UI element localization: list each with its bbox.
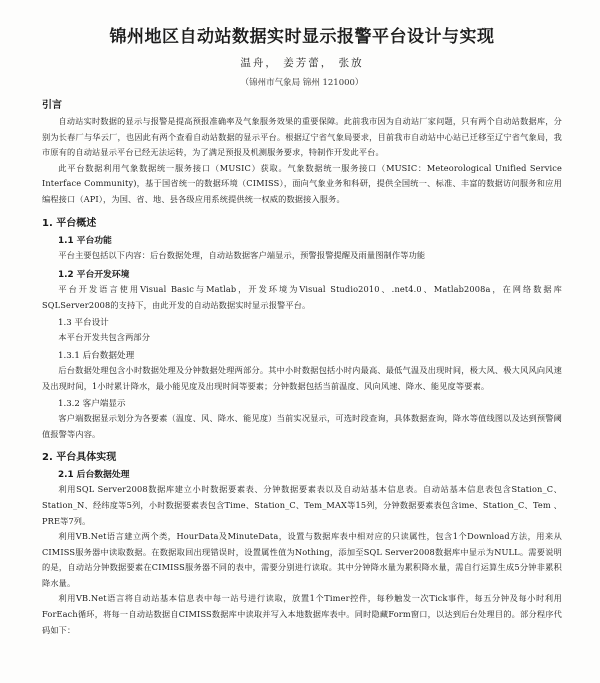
paragraph: 平台开发语言使用Visual Basic与Matlab，开发环境为Visual Studio2010、.net4.0、Matlab2008a，在网络数据库SQLServer2008的支持下，由此开发的自动站数据实时显示报警平台。 [42,284,562,310]
paragraph: 此平台数据利用气象数据统一服务接口（MUSIC）获取。气象数据统一服务接口（MUSIC：Meteorological Unified Service Interface Community)，基于国省统一的数据环境（CIMISS），面向气象业务和科研，提供全国统一、标准、丰富的数据访问服务和应用编程接口（API），为国、省、地、县各级应用系统提供统一权威的数据接入服务。 [42,162,562,204]
subsubsection-heading: 1.3.1 后台数据处理 [58,350,135,361]
paragraph: 本平台开发共包含两部分 [58,332,151,343]
paper-title: 锦州地区自动站数据实时显示报警平台设计与实现 [109,27,495,47]
paragraph: 客户端数据显示划分为各要素（温度、风、降水、能见度）当前实况显示，可选时段查询，具体数据查询，降水等值线图以及达到预警阈值报警等内容。 [42,413,562,439]
subsubsection-heading: 1.3 平台设计 [58,318,109,329]
subsubsection-heading: 1.3.2 客户端显示 [58,399,126,410]
paragraph: 利用SQL Server2008数据库建立小时数据要素表、分钟数据要素表以及自动站基本信息表。自动站基本信息表包含Station_C、Station_N、经纬度等5列，小时数据要素表包含Time、Station_C、Tem_MAX等15列，分钟数据要素表包含ime、Station_C、Tem 、PRE等7列。 [42,484,562,526]
paper-body [42,96,562,638]
section-heading: 引言 [42,100,62,111]
paragraph: 平台主要包括以下内容：后台数据处理，自动站数据客户端显示，预警报警提醒及雨量图制作等功能 [58,249,426,260]
subsection-heading: 1.2 平台开发环境 [58,270,130,281]
paper-affiliation: （锦州市气象局 锦州 121000） [240,78,364,88]
paper-authors: 温舟， 姜芳蕾， 张放 [240,57,364,69]
section-heading: 2. 平台具体实现 [42,452,117,464]
paragraph: 利用VB.Net语言将自动站基本信息表中每一站号进行读取，放置1个Timer控件，每秒触发一次Tick事件，每五分钟及每小时利用ForEach循环，将每一自动站数据自CIMISS数据库中读取并写入本地数据库表中。同时隐藏Form窗口，以达到后台处理目的。部分程序代码如下： [42,593,562,635]
paragraph: 自动站实时数据的显示与报警是提高预报准确率及气象服务效果的重要保障。此前我市因为自动站厂家问题，只有两个自动站数据库，分别为长春厂与华云厂，也因此有两个查看自动站数据的显示平台。根据辽宁省气象局要求，目前我市自动站中心站已迁移至辽宁省气象局，我市原有的自动站显示平台已经无法运转，为了满足预报及机测服务要求，特制作开发此平台。 [42,116,562,158]
subsection-heading: 2.1 后台数据处理 [58,470,130,481]
paragraph: 利用VB.Net语言建立两个类，HourData及MinuteData，设置与数据库表中相对应的只读属性，包含1个Download方法，用来从CIMISS服务器中读取数据。在数据取回出现错误时，设置属性值为Nothing，添加至SQL Server2008数据库中显示为NULL。需要说明的是，自动站分钟数据要素在CIMISS服务器不同的表中，需要分别进行读取。其中分钟降水量为累积降水量，需自行运算生成5分钟非累积降水量。 [42,531,562,588]
paragraph: 后台数据处理包含小时数据处理及分钟数据处理两部分。其中小时数据包括小时内最高、最低气温及出现时间，极大风、极大风风向风速及出现时间，1小时累计降水，最小能见度及出现时间等要素；分钟数据包括当前温度、风向风速、降水、能见度等要素。 [42,364,562,391]
section-heading: 1. 平台概述 [42,217,97,229]
subsection-heading: 1.1 平台功能 [58,235,112,246]
